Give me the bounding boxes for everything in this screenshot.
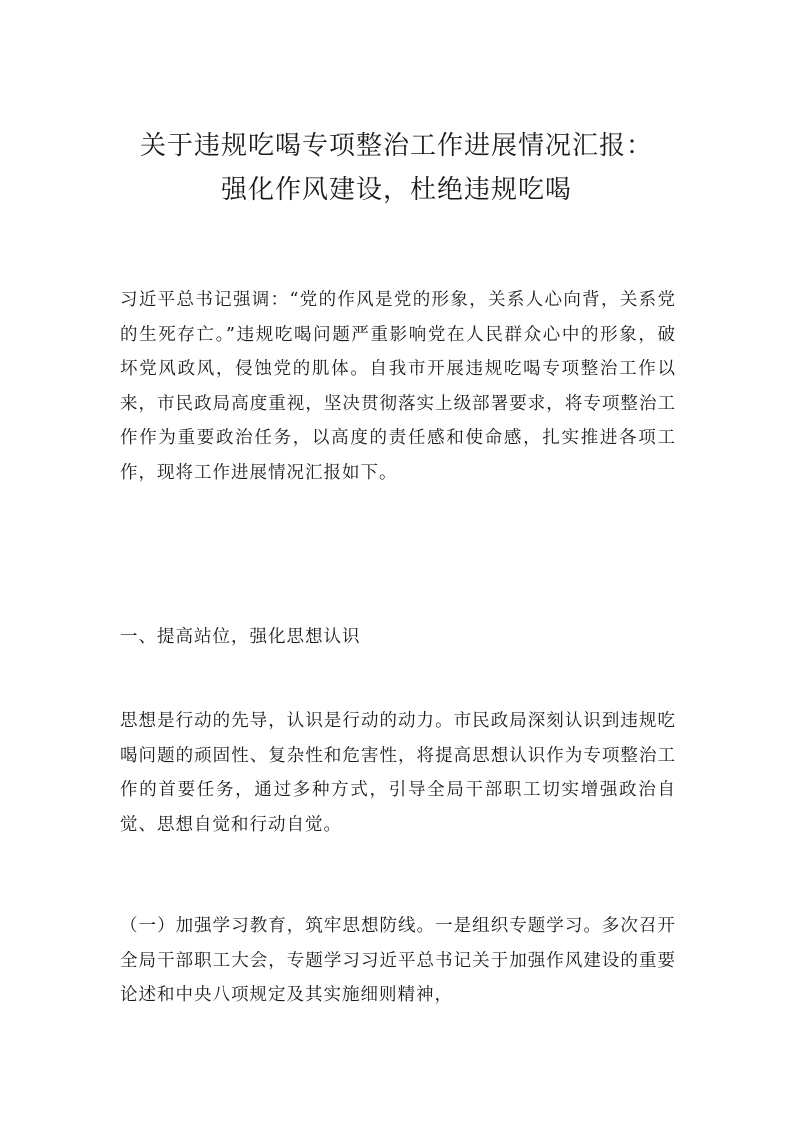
document-title-line-2: 强化作风建设，杜绝违规吃喝: [220, 175, 572, 205]
document-title-line-1: 关于违规吃喝专项整治工作进展情况汇报：: [139, 131, 653, 161]
section-1-heading: 一、提高站位，强化思想认识: [120, 627, 361, 647]
intro-paragraph: 习近平总书记强调：“党的作风是党的形象，关系人心向背，关系党的生死存亡。”违规吃喝问题严重影响党在人民群众心中的形象，破坏党风政风，侵蚀党的肌体。自我市开展违规吃喝专项整治工作以来，市民政局高度重视，坚决贯彻落实上级部署要求，将专项整治工作作为重要政治任务，以高度的责任感和使命感，扎实推进各项工作，现将工作进展情况汇报如下。: [120, 290, 676, 483]
subsection-1-paragraph: （一）加强学习教育，筑牢思想防线。一是组织专题学习。多次召开全局干部职工大会，专题学习习近平总书记关于加强作风建设的重要论述和中央八项规定及其实施细则精神，: [120, 916, 676, 1005]
section-1-paragraph: 思想是行动的先导，认识是行动的动力。市民政局深刻认识到违规吃喝问题的顽固性、复杂性和危害性，将提高思想认识作为专项整治工作的首要任务，通过多种方式，引导全局干部职工切实增强政治自觉、思想自觉和行动自觉。: [120, 711, 676, 835]
